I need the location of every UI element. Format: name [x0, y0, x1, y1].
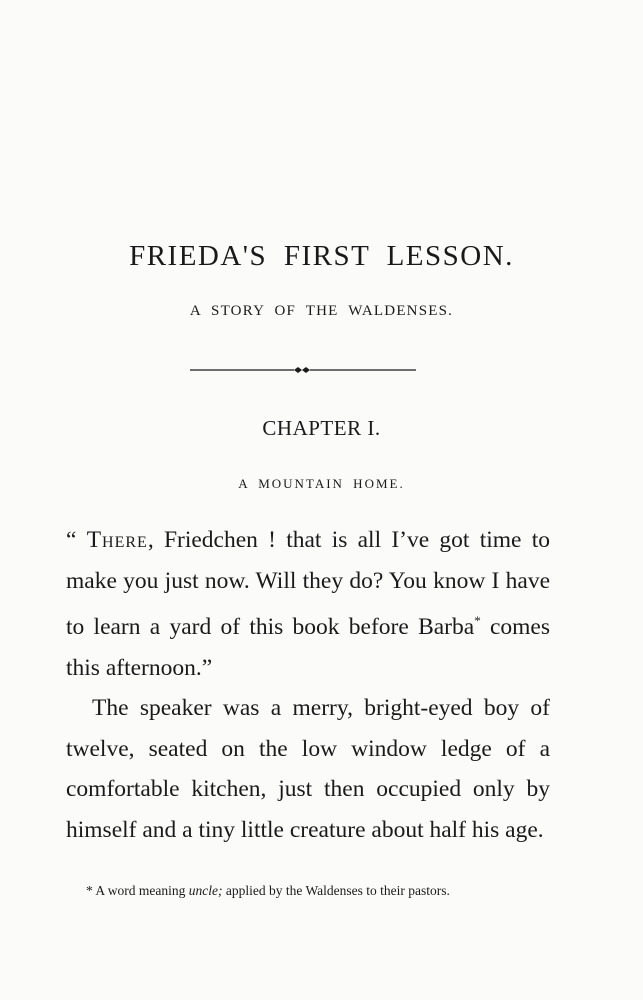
body-text [66, 520, 550, 850]
footnote-rest: applied by the Waldenses to their pastors. [222, 883, 450, 898]
footnote-term: uncle; [188, 883, 223, 898]
paragraph-1 [66, 520, 550, 688]
book-title: FRIEDA'S FIRST LESSON. [129, 240, 514, 272]
ornament-divider [190, 366, 416, 374]
open-quote: “ [66, 527, 87, 553]
paragraph-1-text-b: comes this afternoon.” [66, 614, 550, 681]
drop-word: There [86, 527, 148, 553]
footnote [68, 880, 554, 901]
paragraph-1-text-a: , Friedchen ! that is all I’ve got time to make you just now. Will they do? You know I have to learn a yard of this book before Barba [66, 527, 550, 640]
book-subtitle: A STORY OF THE WALDENSES. [189, 303, 454, 319]
footnote-marker: * [474, 613, 481, 628]
chapter-heading: A MOUNTAIN HOME. [238, 476, 405, 491]
paragraph-2: The speaker was a merry, bright-eyed boy of twelve, seated on the low window ledge of a comfortable kitchen, just then occupied only by himself and a tiny little creature about half his age. [66, 695, 550, 843]
chapter-number: CHAPTER I. [262, 416, 381, 440]
footnote-lead: * A word meaning [86, 883, 189, 898]
